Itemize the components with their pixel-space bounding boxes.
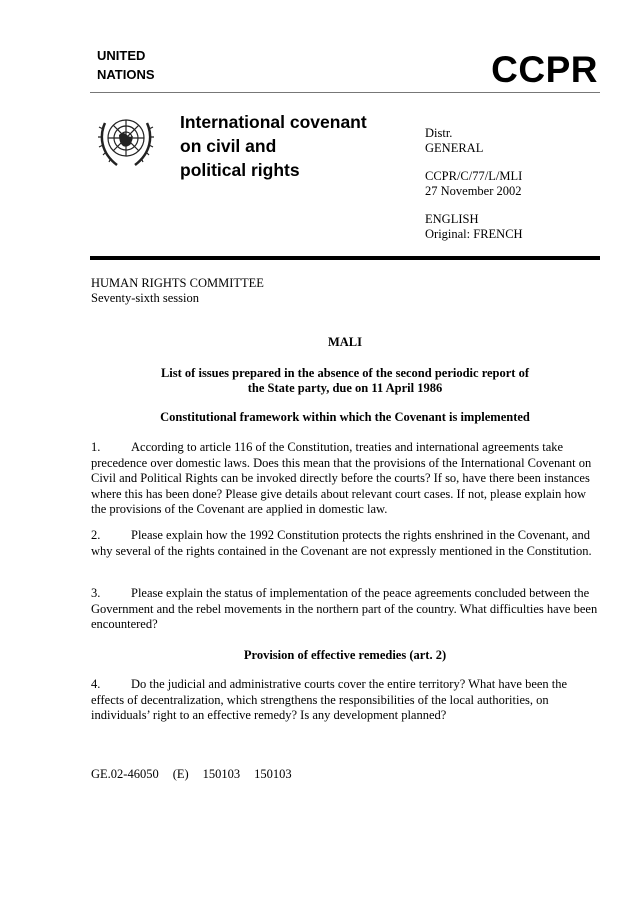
paragraph-1	[91, 440, 601, 518]
paragraph-number: 1.	[91, 440, 101, 454]
distr-value: GENERAL	[425, 141, 484, 155]
paragraph-2	[91, 528, 601, 559]
committee-name: HUMAN RIGHTS COMMITTEE	[91, 276, 264, 290]
doc-code: CCPR	[491, 49, 598, 90]
paragraph-text: Do the judicial and administrative courts cover the entire territory? What have been the effects of decentralization, which strengthens the responsibilities of the local authorities, on individuals’ right to an effective remedy? Is any development planned?	[91, 677, 568, 722]
paragraph-text: Please explain the status of implementation of the peace agreements concluded between the Government and the rebel movements in the northern part of the country. What difficulties have been encountered?	[91, 586, 598, 631]
org-name-line1: UNITED	[97, 48, 146, 63]
footer-date-2: 150103	[254, 767, 292, 781]
document-language: ENGLISH	[425, 212, 479, 226]
paragraph-number: 2.	[91, 528, 101, 542]
covenant-title	[180, 110, 367, 182]
org-name-line2: NATIONS	[97, 67, 155, 82]
org-name	[97, 46, 155, 84]
paragraph-text: Please explain how the 1992 Constitution protects the rights enshrined in the Covenant, and why several of the rights contained in the Covenant are not expressly mentioned in the Constitution.	[91, 528, 592, 558]
header-divider	[90, 92, 600, 93]
subtitle-line1: List of issues prepared in the absence of the second periodic report of	[160, 366, 530, 380]
section-heading-constitutional-framework: Constitutional framework within which the Covenant is implemented	[160, 410, 530, 424]
document-date: 27 November 2002	[425, 184, 522, 198]
header-thick-divider	[90, 256, 600, 260]
paragraph-3	[91, 586, 601, 633]
distr-label: Distr.	[425, 126, 453, 140]
subtitle-line2: the State party, due on 11 April 1986	[247, 381, 443, 395]
language-code: (E)	[172, 767, 189, 781]
section-heading-effective-remedies: Provision of effective remedies (art. 2)	[243, 648, 447, 662]
footer-date-1: 150103	[202, 767, 241, 781]
original-language: Original: FRENCH	[425, 227, 523, 241]
paragraph-number: 4.	[91, 677, 101, 691]
country-heading: MALI	[327, 335, 363, 349]
committee-block	[91, 276, 264, 306]
document-symbol: CCPR/C/77/L/MLI	[425, 169, 523, 183]
committee-session: Seventy-sixth session	[91, 291, 199, 305]
un-emblem-icon	[97, 111, 155, 171]
document-subtitle	[90, 366, 600, 396]
title-line3: political rights	[180, 160, 300, 180]
title-line1: International covenant	[180, 112, 367, 132]
job-number: GE.02-46050	[91, 767, 159, 781]
paragraph-text: According to article 116 of the Constitution, treaties and international agreements take precedence over domestic laws. Does this mean that the provisions of the International Covenant on Civil and Political Rights can be invoked directly before the courts? If so, have there been instances where this has been done? Please give details about relevant court cases. If not, please explain how the provisions of the Covenant are applied in domestic law.	[91, 440, 592, 516]
document-metadata	[425, 126, 523, 242]
paragraph-4	[91, 677, 601, 724]
document-footer	[91, 767, 306, 782]
title-line2: on civil and	[180, 136, 277, 156]
paragraph-number: 3.	[91, 586, 101, 600]
